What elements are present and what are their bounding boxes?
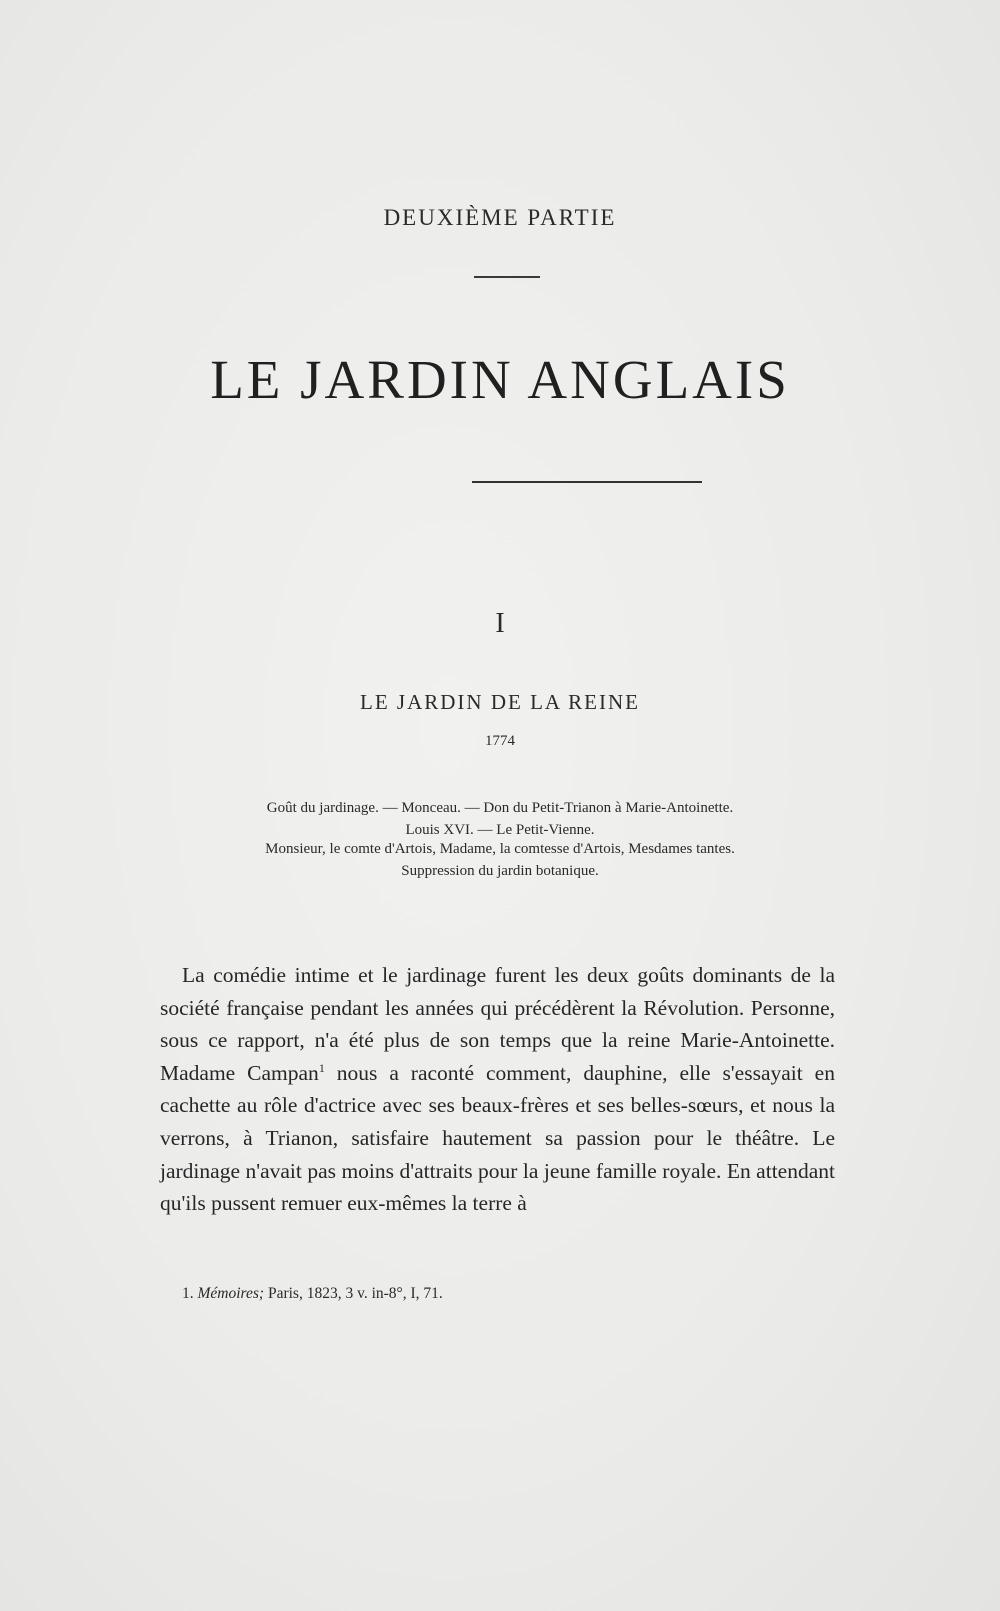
chapter-title: LE JARDIN DE LA REINE <box>360 690 640 714</box>
footnote-text: Paris, 1823, 3 v. in-8°, I, 71. <box>264 1285 443 1302</box>
chapter-number: I <box>495 608 505 639</box>
footnote <box>182 1285 443 1303</box>
summary-line: Monsieur, le comte d'Artois, Madame, la comtesse d'Artois, Mesdames tantes. <box>265 841 735 857</box>
main-title: LE JARDIN ANGLAIS <box>210 349 790 410</box>
chapter-year: 1774 <box>485 733 515 749</box>
body-paragraph <box>160 959 835 1220</box>
footnote-reference[interactable]: 1 <box>318 1060 325 1075</box>
summary-line: Goût du jardinage. — Monceau. — Don du Petit-Trianon à Marie-Antoinette. <box>266 800 734 816</box>
summary-line: Suppression du jardin botanique. <box>401 863 599 879</box>
long-divider <box>472 481 702 483</box>
summary-line: Louis XVI. — Le Petit-Vienne. <box>405 822 595 838</box>
part-title: DEUXIÈME PARTIE <box>383 205 617 230</box>
footnote-title: Mémoires; <box>197 1285 265 1302</box>
body-text-part1: La comédie intime et le jardinage furent les deux goûts dominants de la société française pendant les années qui précédèrent la Révolution. Personne, sous ce rapport, n'a été plus de son temps que la reine Marie-Antoinette. Madame Campan <box>160 963 835 1085</box>
short-divider <box>474 276 540 278</box>
chapter-summary-1 <box>150 797 850 841</box>
chapter-summary-2 <box>150 838 850 882</box>
body-text-part2: nous a raconté comment, dauphine, elle s'essayait en cachette au rôle d'actrice avec ses beaux-frères et ses belles-sœurs, et nous la verrons, à Trianon, satisfaire hautement sa passion pour le théâtre. Le jardinage n'avait pas moins d'attraits pour la jeune famille royale. En attendant qu'ils pussent remuer eux-mêmes la terre à <box>160 1060 835 1216</box>
footnote-number: 1. <box>182 1285 194 1302</box>
